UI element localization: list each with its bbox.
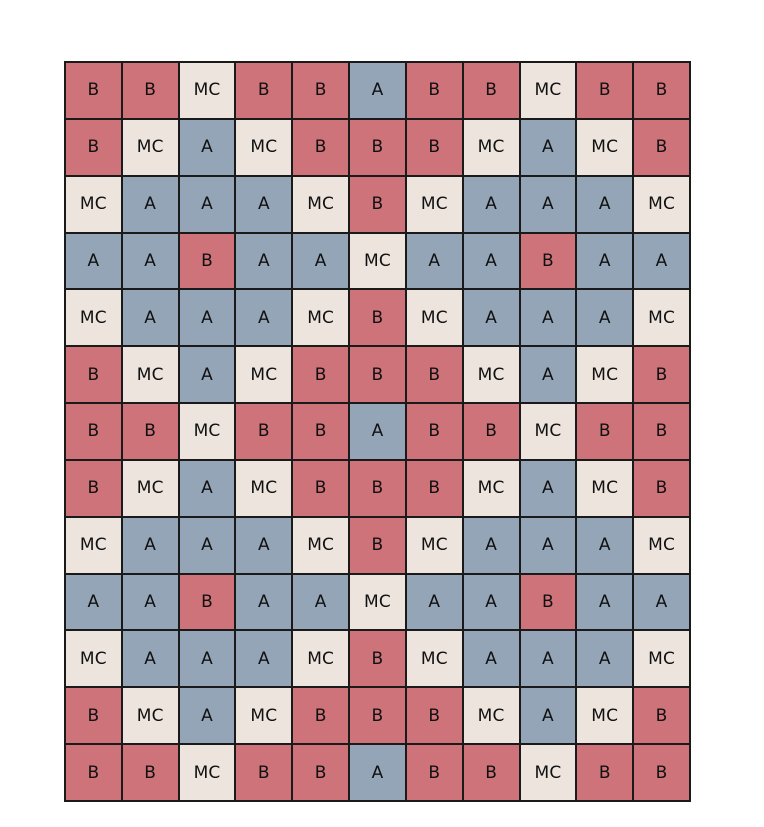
grid-cell: MC [463,460,520,517]
grid-cell: A [520,630,577,687]
grid-cell: B [65,119,122,176]
grid-cell: B [463,744,520,801]
grid-cell: A [463,289,520,346]
grid-cell: A [463,233,520,290]
grid-cell: MC [235,119,292,176]
grid-cell: MC [65,517,122,574]
grid-cell: MC [349,233,406,290]
grid-cell: A [463,517,520,574]
grid-cell: B [292,62,349,119]
grid-cell: B [633,687,690,744]
grid-cell: A [122,630,179,687]
grid-cell: MC [633,630,690,687]
grid-cell: B [349,517,406,574]
grid-cell: B [349,346,406,403]
grid-cell: A [520,119,577,176]
grid-cell: A [122,176,179,233]
pattern-grid [64,61,691,802]
grid-cell: A [122,574,179,631]
grid-cell: A [520,289,577,346]
grid-cell: A [463,176,520,233]
grid-cell: B [65,346,122,403]
grid-cell: B [65,687,122,744]
grid-cell: A [292,233,349,290]
grid-cell: A [235,176,292,233]
grid-cell: A [576,517,633,574]
grid-cell: MC [633,176,690,233]
grid-cell: A [576,574,633,631]
grid-cell: A [520,460,577,517]
grid-cell: MC [576,460,633,517]
grid-cell: MC [463,346,520,403]
grid-cell: B [406,62,463,119]
grid-cell: MC [406,630,463,687]
grid-cell: MC [633,517,690,574]
grid-cell: MC [463,119,520,176]
grid-cell: MC [65,630,122,687]
grid-cell: MC [576,687,633,744]
grid-cell: B [179,233,236,290]
grid-cell: MC [520,62,577,119]
grid-cell: A [349,62,406,119]
grid-cell: MC [179,744,236,801]
grid-cell: B [520,574,577,631]
grid-cell: A [633,233,690,290]
grid-cell: MC [349,574,406,631]
grid-cell: B [576,403,633,460]
grid-cell: A [122,233,179,290]
grid-cell: B [349,289,406,346]
grid-cell: A [179,687,236,744]
grid-cell: B [122,62,179,119]
grid-cell: B [406,460,463,517]
grid-cell: A [633,574,690,631]
grid-cell: B [292,403,349,460]
grid-cell: B [235,744,292,801]
grid-cell: MC [576,119,633,176]
grid-cell: A [406,233,463,290]
grid-cell: B [406,403,463,460]
grid-cell: MC [406,517,463,574]
grid-cell: B [633,346,690,403]
grid-cell: A [520,346,577,403]
grid-cell: MC [235,460,292,517]
grid-cell: A [235,517,292,574]
grid-cell: A [65,233,122,290]
grid-cell: B [463,62,520,119]
grid-cell: B [122,403,179,460]
grid-cell: A [65,574,122,631]
grid-cell: A [576,233,633,290]
grid-cell: A [122,517,179,574]
grid-cell: A [292,574,349,631]
grid-cell: A [179,346,236,403]
grid-cell: B [406,119,463,176]
grid-cell: A [520,687,577,744]
grid-cell: B [65,403,122,460]
grid-cell: B [122,744,179,801]
grid-cells [65,62,690,801]
grid-cell: A [576,289,633,346]
grid-cell: A [576,176,633,233]
grid-cell: MC [122,346,179,403]
grid-cell: B [349,687,406,744]
grid-cell: MC [65,176,122,233]
grid-cell: B [633,403,690,460]
grid-cell: A [179,119,236,176]
grid-cell: A [179,289,236,346]
grid-cell: MC [292,176,349,233]
grid-cell: A [406,574,463,631]
grid-cell: MC [292,289,349,346]
grid-cell: MC [520,744,577,801]
grid-cell: B [65,460,122,517]
grid-cell: MC [576,346,633,403]
grid-cell: A [235,574,292,631]
grid-cell: A [463,630,520,687]
grid-cell: B [520,233,577,290]
grid-cell: B [406,687,463,744]
grid-cell: B [65,744,122,801]
grid-cell: MC [122,119,179,176]
grid-cell: B [349,630,406,687]
grid-cell: A [179,630,236,687]
grid-cell: B [349,176,406,233]
grid-cell: B [633,119,690,176]
grid-cell: MC [406,289,463,346]
grid-cell: A [235,289,292,346]
grid-cell: A [520,176,577,233]
grid-cell: MC [65,289,122,346]
grid-cell: B [235,62,292,119]
grid-cell: MC [235,346,292,403]
grid-cell: MC [520,403,577,460]
grid-cell: B [292,460,349,517]
grid-cell: MC [235,687,292,744]
grid-cell: B [633,460,690,517]
grid-cell: MC [179,62,236,119]
grid-cell: B [576,744,633,801]
grid-cell: B [292,119,349,176]
grid-cell: A [179,517,236,574]
grid-cell: A [349,744,406,801]
grid-cell: MC [633,289,690,346]
grid-cell: B [292,346,349,403]
grid-cell: MC [406,176,463,233]
grid-cell: MC [292,630,349,687]
grid-cell: B [65,62,122,119]
grid-cell: B [292,687,349,744]
grid-cell: MC [179,403,236,460]
grid-cell: A [520,517,577,574]
grid-cell: MC [292,517,349,574]
grid-cell: B [463,403,520,460]
grid-cell: MC [122,687,179,744]
grid-cell: B [406,346,463,403]
grid-cell: B [349,119,406,176]
grid-cell: B [292,744,349,801]
grid-cell: B [179,574,236,631]
grid-cell: B [235,403,292,460]
grid-cell: A [235,630,292,687]
grid-cell: A [463,574,520,631]
grid-cell: B [349,460,406,517]
grid-cell: B [576,62,633,119]
grid-cell: A [179,460,236,517]
grid-cell: B [406,744,463,801]
grid-cell: B [633,62,690,119]
grid-cell: A [235,233,292,290]
grid-cell: A [576,630,633,687]
grid-cell: MC [463,687,520,744]
grid-cell: A [179,176,236,233]
grid-cell: A [349,403,406,460]
grid-cell: MC [122,460,179,517]
grid-cell: A [122,289,179,346]
grid-cell: B [633,744,690,801]
